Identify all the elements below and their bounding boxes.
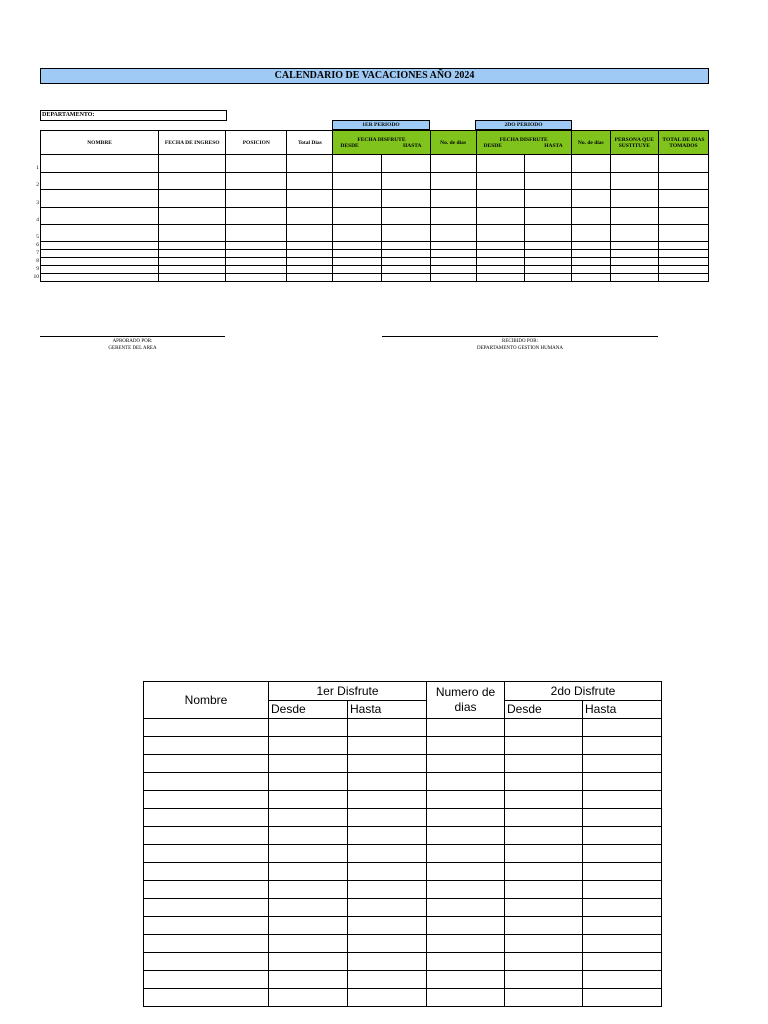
sheet-cell[interactable]	[583, 845, 662, 863]
sheet-cell[interactable]	[269, 989, 348, 1007]
sheet-cell[interactable]	[583, 791, 662, 809]
table-cell[interactable]	[159, 225, 226, 242]
sheet-cell[interactable]	[505, 809, 583, 827]
sheet-cell[interactable]	[269, 899, 348, 917]
sheet-header-row	[144, 682, 662, 701]
sheet-cell[interactable]	[427, 755, 505, 773]
sheet-cell[interactable]	[269, 737, 348, 755]
table-cell[interactable]	[430, 173, 476, 190]
sheet-cell[interactable]	[269, 773, 348, 791]
sheet-cell[interactable]	[505, 863, 583, 881]
table-cell[interactable]	[382, 225, 430, 242]
table-cell[interactable]	[226, 266, 287, 274]
sheet-cell[interactable]	[144, 935, 269, 953]
table-cell[interactable]	[524, 225, 571, 242]
table-cell[interactable]	[382, 155, 430, 173]
table-row	[41, 242, 709, 250]
sheet-cell[interactable]	[348, 827, 427, 845]
table-cell[interactable]	[524, 274, 571, 282]
hasta-2-label: HASTA	[544, 142, 563, 149]
sheet-cell[interactable]	[583, 773, 662, 791]
sheet-cell[interactable]	[505, 773, 583, 791]
table-cell[interactable]	[226, 190, 287, 208]
sheet-body	[144, 719, 662, 1007]
table-cell[interactable]	[226, 208, 287, 225]
table-cell[interactable]	[571, 173, 610, 190]
table-cell[interactable]	[159, 242, 226, 250]
table-cell[interactable]	[382, 173, 430, 190]
sheet-cell[interactable]	[583, 917, 662, 935]
table-cell[interactable]	[476, 225, 524, 242]
header-no-dias-1: No. de dias	[430, 131, 476, 155]
table-cell[interactable]	[287, 155, 333, 173]
table-cell[interactable]	[333, 225, 382, 242]
table-cell[interactable]	[476, 242, 524, 250]
table-cell[interactable]	[333, 190, 382, 208]
sheet-cell[interactable]	[427, 809, 505, 827]
sheet-hasta-1: Hasta	[348, 701, 427, 719]
hr-department-text: DEPARTAMENTO GESTION HUMANA	[477, 346, 563, 351]
sheet-cell[interactable]	[427, 845, 505, 863]
table-cell[interactable]	[382, 274, 430, 282]
sheet-cell[interactable]	[505, 791, 583, 809]
table-cell[interactable]	[524, 173, 571, 190]
sheet-cell[interactable]	[427, 935, 505, 953]
sheet-cell[interactable]	[269, 881, 348, 899]
table-cell[interactable]	[287, 225, 333, 242]
sheet-cell[interactable]	[505, 971, 583, 989]
sheet-cell[interactable]	[269, 827, 348, 845]
sheet-cell[interactable]	[144, 989, 269, 1007]
table-cell[interactable]	[610, 242, 658, 250]
sheet-cell[interactable]	[144, 881, 269, 899]
sheet-cell[interactable]	[144, 719, 269, 737]
row-number: 6	[36, 242, 39, 248]
sheet-cell[interactable]	[583, 971, 662, 989]
table-cell[interactable]	[571, 225, 610, 242]
sheet-cell[interactable]	[348, 791, 427, 809]
sheet-cell[interactable]	[269, 809, 348, 827]
sheet-cell[interactable]	[348, 809, 427, 827]
sheet-row	[144, 989, 662, 1007]
sheet-cell[interactable]	[427, 737, 505, 755]
row-number: 1	[36, 165, 39, 171]
sheet-cell[interactable]	[427, 719, 505, 737]
table-cell[interactable]	[658, 190, 708, 208]
desde-2-label: DESDE	[483, 142, 502, 149]
table-row	[41, 266, 709, 274]
header-fecha-ingreso: FECHA DE INGRESO	[159, 131, 226, 155]
table-cell[interactable]	[476, 250, 524, 258]
sheet-cell[interactable]	[583, 719, 662, 737]
table-cell[interactable]	[382, 190, 430, 208]
table-cell[interactable]	[333, 208, 382, 225]
header-fecha-disfrute-2	[476, 131, 571, 155]
sheet-cell[interactable]	[144, 737, 269, 755]
table-cell[interactable]	[333, 242, 382, 250]
table-cell[interactable]	[524, 190, 571, 208]
table-cell[interactable]	[658, 225, 708, 242]
table-row	[41, 155, 709, 173]
sheet-cell[interactable]	[505, 755, 583, 773]
header-posicion: POSICION	[226, 131, 287, 155]
sheet-cell[interactable]	[144, 809, 269, 827]
sheet-cell[interactable]	[427, 863, 505, 881]
table-cell[interactable]	[476, 155, 524, 173]
table-cell[interactable]	[610, 274, 658, 282]
table-cell[interactable]	[287, 258, 333, 266]
sheet-cell[interactable]	[144, 917, 269, 935]
form-title: CALENDARIO DE VACACIONES AÑO 2024	[40, 68, 709, 84]
table-cell[interactable]	[430, 190, 476, 208]
sheet-cell[interactable]	[348, 881, 427, 899]
period-1-label: 1ER PERIODO	[332, 120, 430, 130]
table-cell[interactable]	[287, 173, 333, 190]
table-cell[interactable]	[333, 258, 382, 266]
sheet-row	[144, 719, 662, 737]
sheet-row	[144, 863, 662, 881]
table-cell[interactable]	[287, 242, 333, 250]
sheet-cell[interactable]	[348, 863, 427, 881]
table-cell[interactable]	[658, 258, 708, 266]
sheet-cell[interactable]	[583, 737, 662, 755]
table-cell[interactable]	[524, 242, 571, 250]
table-row	[41, 208, 709, 225]
received-signature-label	[382, 338, 658, 352]
table-row	[41, 250, 709, 258]
table-cell[interactable]	[571, 208, 610, 225]
table-cell[interactable]	[610, 266, 658, 274]
sheet-cell[interactable]	[505, 719, 583, 737]
sheet-row	[144, 737, 662, 755]
row-number: 5	[36, 234, 39, 240]
sheet-cell[interactable]	[269, 953, 348, 971]
table-cell[interactable]	[333, 274, 382, 282]
sheet-cell[interactable]	[269, 719, 348, 737]
table-cell[interactable]	[333, 250, 382, 258]
sheet-cell[interactable]	[427, 791, 505, 809]
sheet-row	[144, 845, 662, 863]
table-row	[41, 190, 709, 208]
row-number: 7	[36, 250, 39, 256]
table-cell[interactable]	[610, 225, 658, 242]
sheet-cell[interactable]	[583, 953, 662, 971]
sheet-cell[interactable]	[144, 827, 269, 845]
sheet-cell[interactable]	[269, 917, 348, 935]
hasta-1-label: HASTA	[402, 142, 422, 149]
sheet-cell[interactable]	[505, 917, 583, 935]
table-row	[41, 274, 709, 282]
period-2-label: 2DO PERIODO	[475, 120, 572, 130]
table-cell[interactable]	[382, 266, 430, 274]
table-cell[interactable]	[41, 225, 159, 242]
sheet-cell[interactable]	[427, 827, 505, 845]
sheet-cell[interactable]	[427, 881, 505, 899]
sheet-cell[interactable]	[505, 899, 583, 917]
table-cell[interactable]	[658, 274, 708, 282]
table-cell[interactable]	[159, 258, 226, 266]
fecha-disfrute-1-label: FECHA DISFRUTE	[357, 136, 406, 143]
table-cell[interactable]	[41, 274, 159, 282]
table-cell[interactable]	[476, 266, 524, 274]
sheet-cell[interactable]	[348, 899, 427, 917]
sheet-cell[interactable]	[427, 971, 505, 989]
sheet-cell[interactable]	[583, 809, 662, 827]
header-row	[41, 131, 709, 155]
table-cell[interactable]	[226, 250, 287, 258]
sheet-header-numero-dias: Numero de dias	[427, 682, 505, 719]
sheet-cell[interactable]	[144, 791, 269, 809]
approved-signature-label	[40, 338, 225, 352]
approved-by-text: APROBADO POR:	[112, 339, 153, 344]
table-cell[interactable]	[382, 258, 430, 266]
sheet-cell[interactable]	[348, 971, 427, 989]
sheet-cell[interactable]	[505, 881, 583, 899]
sheet-cell[interactable]	[583, 989, 662, 1007]
sheet-cell[interactable]	[348, 737, 427, 755]
sheet-cell[interactable]	[144, 755, 269, 773]
table-cell[interactable]	[41, 208, 159, 225]
table-cell[interactable]	[41, 190, 159, 208]
table-cell[interactable]	[159, 208, 226, 225]
sheet-cell[interactable]	[269, 935, 348, 953]
table-cell[interactable]	[476, 274, 524, 282]
table-cell[interactable]	[333, 155, 382, 173]
table-cell[interactable]	[159, 250, 226, 258]
table-cell[interactable]	[382, 242, 430, 250]
table-row	[41, 173, 709, 190]
table-cell[interactable]	[226, 173, 287, 190]
row-number: 3	[36, 200, 39, 206]
table-cell[interactable]	[41, 258, 159, 266]
table-cell[interactable]	[610, 173, 658, 190]
table-cell[interactable]	[524, 155, 571, 173]
sheet-cell[interactable]	[144, 899, 269, 917]
header-total-dias-tomados: TOTAL DE DIAS TOMADOS	[658, 131, 708, 155]
table-cell[interactable]	[658, 208, 708, 225]
row-number: 4	[36, 217, 39, 223]
sheet-cell[interactable]	[348, 989, 427, 1007]
sheet-row	[144, 971, 662, 989]
table-cell[interactable]	[226, 225, 287, 242]
table-cell[interactable]	[658, 173, 708, 190]
sheet-cell[interactable]	[144, 773, 269, 791]
sheet-cell[interactable]	[427, 953, 505, 971]
table-cell[interactable]	[658, 155, 708, 173]
sheet-cell[interactable]	[583, 863, 662, 881]
table-cell[interactable]	[430, 208, 476, 225]
sheet-cell[interactable]	[269, 863, 348, 881]
table-cell[interactable]	[658, 250, 708, 258]
sheet-cell[interactable]	[505, 989, 583, 1007]
sheet-cell[interactable]	[427, 917, 505, 935]
table-cell[interactable]	[430, 274, 476, 282]
table-cell[interactable]	[430, 242, 476, 250]
sheet-cell[interactable]	[269, 791, 348, 809]
table-cell[interactable]	[476, 190, 524, 208]
sheet-header-1er-disfrute: 1er Disfrute	[269, 682, 427, 701]
table-cell[interactable]	[430, 250, 476, 258]
table-cell[interactable]	[571, 190, 610, 208]
sheet-cell[interactable]	[144, 863, 269, 881]
row-number: 10	[33, 274, 39, 280]
sheet-row	[144, 881, 662, 899]
sheet-cell[interactable]	[583, 827, 662, 845]
sheet-row	[144, 827, 662, 845]
sheet-cell[interactable]	[583, 755, 662, 773]
table-cell[interactable]	[287, 250, 333, 258]
table-cell[interactable]	[571, 242, 610, 250]
sheet-cell[interactable]	[144, 953, 269, 971]
disfrute-table	[143, 681, 662, 1007]
sheet-cell[interactable]	[505, 845, 583, 863]
row-number: 9	[36, 266, 39, 272]
sheet-cell[interactable]	[269, 971, 348, 989]
sheet-row	[144, 773, 662, 791]
table-cell[interactable]	[610, 208, 658, 225]
table-cell[interactable]	[41, 250, 159, 258]
table-cell[interactable]	[287, 208, 333, 225]
table-cell[interactable]	[382, 250, 430, 258]
table-cell[interactable]	[41, 173, 159, 190]
fecha-disfrute-2-label: FECHA DISFRUTE	[499, 136, 548, 143]
sheet-cell[interactable]	[348, 917, 427, 935]
sheet-cell[interactable]	[505, 827, 583, 845]
table-cell[interactable]	[524, 250, 571, 258]
sheet-row	[144, 899, 662, 917]
department-field[interactable]: DEPARTAMENTO:	[40, 110, 227, 121]
sheet-desde-1: Desde	[269, 701, 348, 719]
table-cell[interactable]	[41, 266, 159, 274]
table-cell[interactable]	[610, 155, 658, 173]
sheet-cell[interactable]	[348, 845, 427, 863]
sheet-header-2do-disfrute: 2do Disfrute	[505, 682, 662, 701]
table-cell[interactable]	[333, 266, 382, 274]
table-cell[interactable]	[159, 266, 226, 274]
table-cell[interactable]	[571, 266, 610, 274]
table-cell[interactable]	[159, 173, 226, 190]
table-cell[interactable]	[524, 266, 571, 274]
desde-1-label: DESDE	[340, 142, 359, 149]
table-cell[interactable]	[382, 208, 430, 225]
sheet-row	[144, 755, 662, 773]
table-cell[interactable]	[430, 266, 476, 274]
table-cell[interactable]	[524, 208, 571, 225]
sheet-cell[interactable]	[144, 971, 269, 989]
sheet-cell[interactable]	[348, 755, 427, 773]
sheet-cell[interactable]	[583, 935, 662, 953]
vacation-calendar-table	[40, 130, 709, 282]
sheet-row	[144, 809, 662, 827]
received-signature-line	[382, 336, 658, 337]
sheet-cell[interactable]	[583, 899, 662, 917]
approved-signature-line	[40, 336, 225, 337]
table-cell[interactable]	[287, 266, 333, 274]
table-cell[interactable]	[430, 225, 476, 242]
table-cell[interactable]	[41, 242, 159, 250]
header-no-dias-2: No. de dias	[571, 131, 610, 155]
sheet-cell[interactable]	[427, 899, 505, 917]
table-cell[interactable]	[571, 155, 610, 173]
sheet-cell[interactable]	[427, 989, 505, 1007]
sheet-row	[144, 953, 662, 971]
header-fecha-disfrute-1	[333, 131, 430, 155]
table-cell[interactable]	[476, 173, 524, 190]
sheet-header-nombre: Nombre	[144, 682, 269, 719]
sheet-row	[144, 935, 662, 953]
area-manager-text: GERENTE DEL AREA	[108, 346, 157, 351]
table-cell[interactable]	[159, 155, 226, 173]
table-cell[interactable]	[524, 258, 571, 266]
table-row	[41, 258, 709, 266]
table-cell[interactable]	[610, 250, 658, 258]
sheet-cell[interactable]	[505, 953, 583, 971]
table-cell[interactable]	[226, 155, 287, 173]
sheet-row	[144, 791, 662, 809]
sheet-desde-2: Desde	[505, 701, 583, 719]
table-cell[interactable]	[226, 242, 287, 250]
table-cell[interactable]	[571, 250, 610, 258]
sheet-cell[interactable]	[348, 719, 427, 737]
grid-body	[41, 155, 709, 282]
sheet-row	[144, 917, 662, 935]
row-number: 2	[36, 182, 39, 188]
sheet-hasta-2: Hasta	[583, 701, 662, 719]
table-cell[interactable]	[226, 274, 287, 282]
table-cell[interactable]	[41, 155, 159, 173]
sheet-cell[interactable]	[427, 773, 505, 791]
table-cell[interactable]	[658, 266, 708, 274]
table-cell[interactable]	[658, 242, 708, 250]
table-row	[41, 225, 709, 242]
table-cell[interactable]	[159, 274, 226, 282]
sheet-cell[interactable]	[348, 773, 427, 791]
table-cell[interactable]	[610, 190, 658, 208]
table-cell[interactable]	[287, 190, 333, 208]
received-by-text: RECIBIDO POR:	[502, 339, 538, 344]
table-cell[interactable]	[571, 258, 610, 266]
sheet-cell[interactable]	[348, 935, 427, 953]
header-persona-sustituye: PERSONA QUE SUSTITUYE	[610, 131, 658, 155]
table-cell[interactable]	[476, 208, 524, 225]
sheet-cell[interactable]	[348, 953, 427, 971]
table-cell[interactable]	[159, 190, 226, 208]
header-nombre: NOMBRE	[41, 131, 159, 155]
sheet-cell[interactable]	[583, 881, 662, 899]
table-cell[interactable]	[430, 258, 476, 266]
sheet-cell[interactable]	[269, 755, 348, 773]
sheet-cell[interactable]	[144, 845, 269, 863]
table-cell[interactable]	[571, 274, 610, 282]
header-total-dias: Total Dias	[287, 131, 333, 155]
table-cell[interactable]	[430, 155, 476, 173]
table-cell[interactable]	[476, 258, 524, 266]
table-cell[interactable]	[287, 274, 333, 282]
table-cell[interactable]	[610, 258, 658, 266]
table-cell[interactable]	[333, 173, 382, 190]
table-cell[interactable]	[226, 258, 287, 266]
row-number: 8	[36, 258, 39, 264]
sheet-cell[interactable]	[269, 845, 348, 863]
sheet-cell[interactable]	[505, 935, 583, 953]
sheet-cell[interactable]	[505, 737, 583, 755]
